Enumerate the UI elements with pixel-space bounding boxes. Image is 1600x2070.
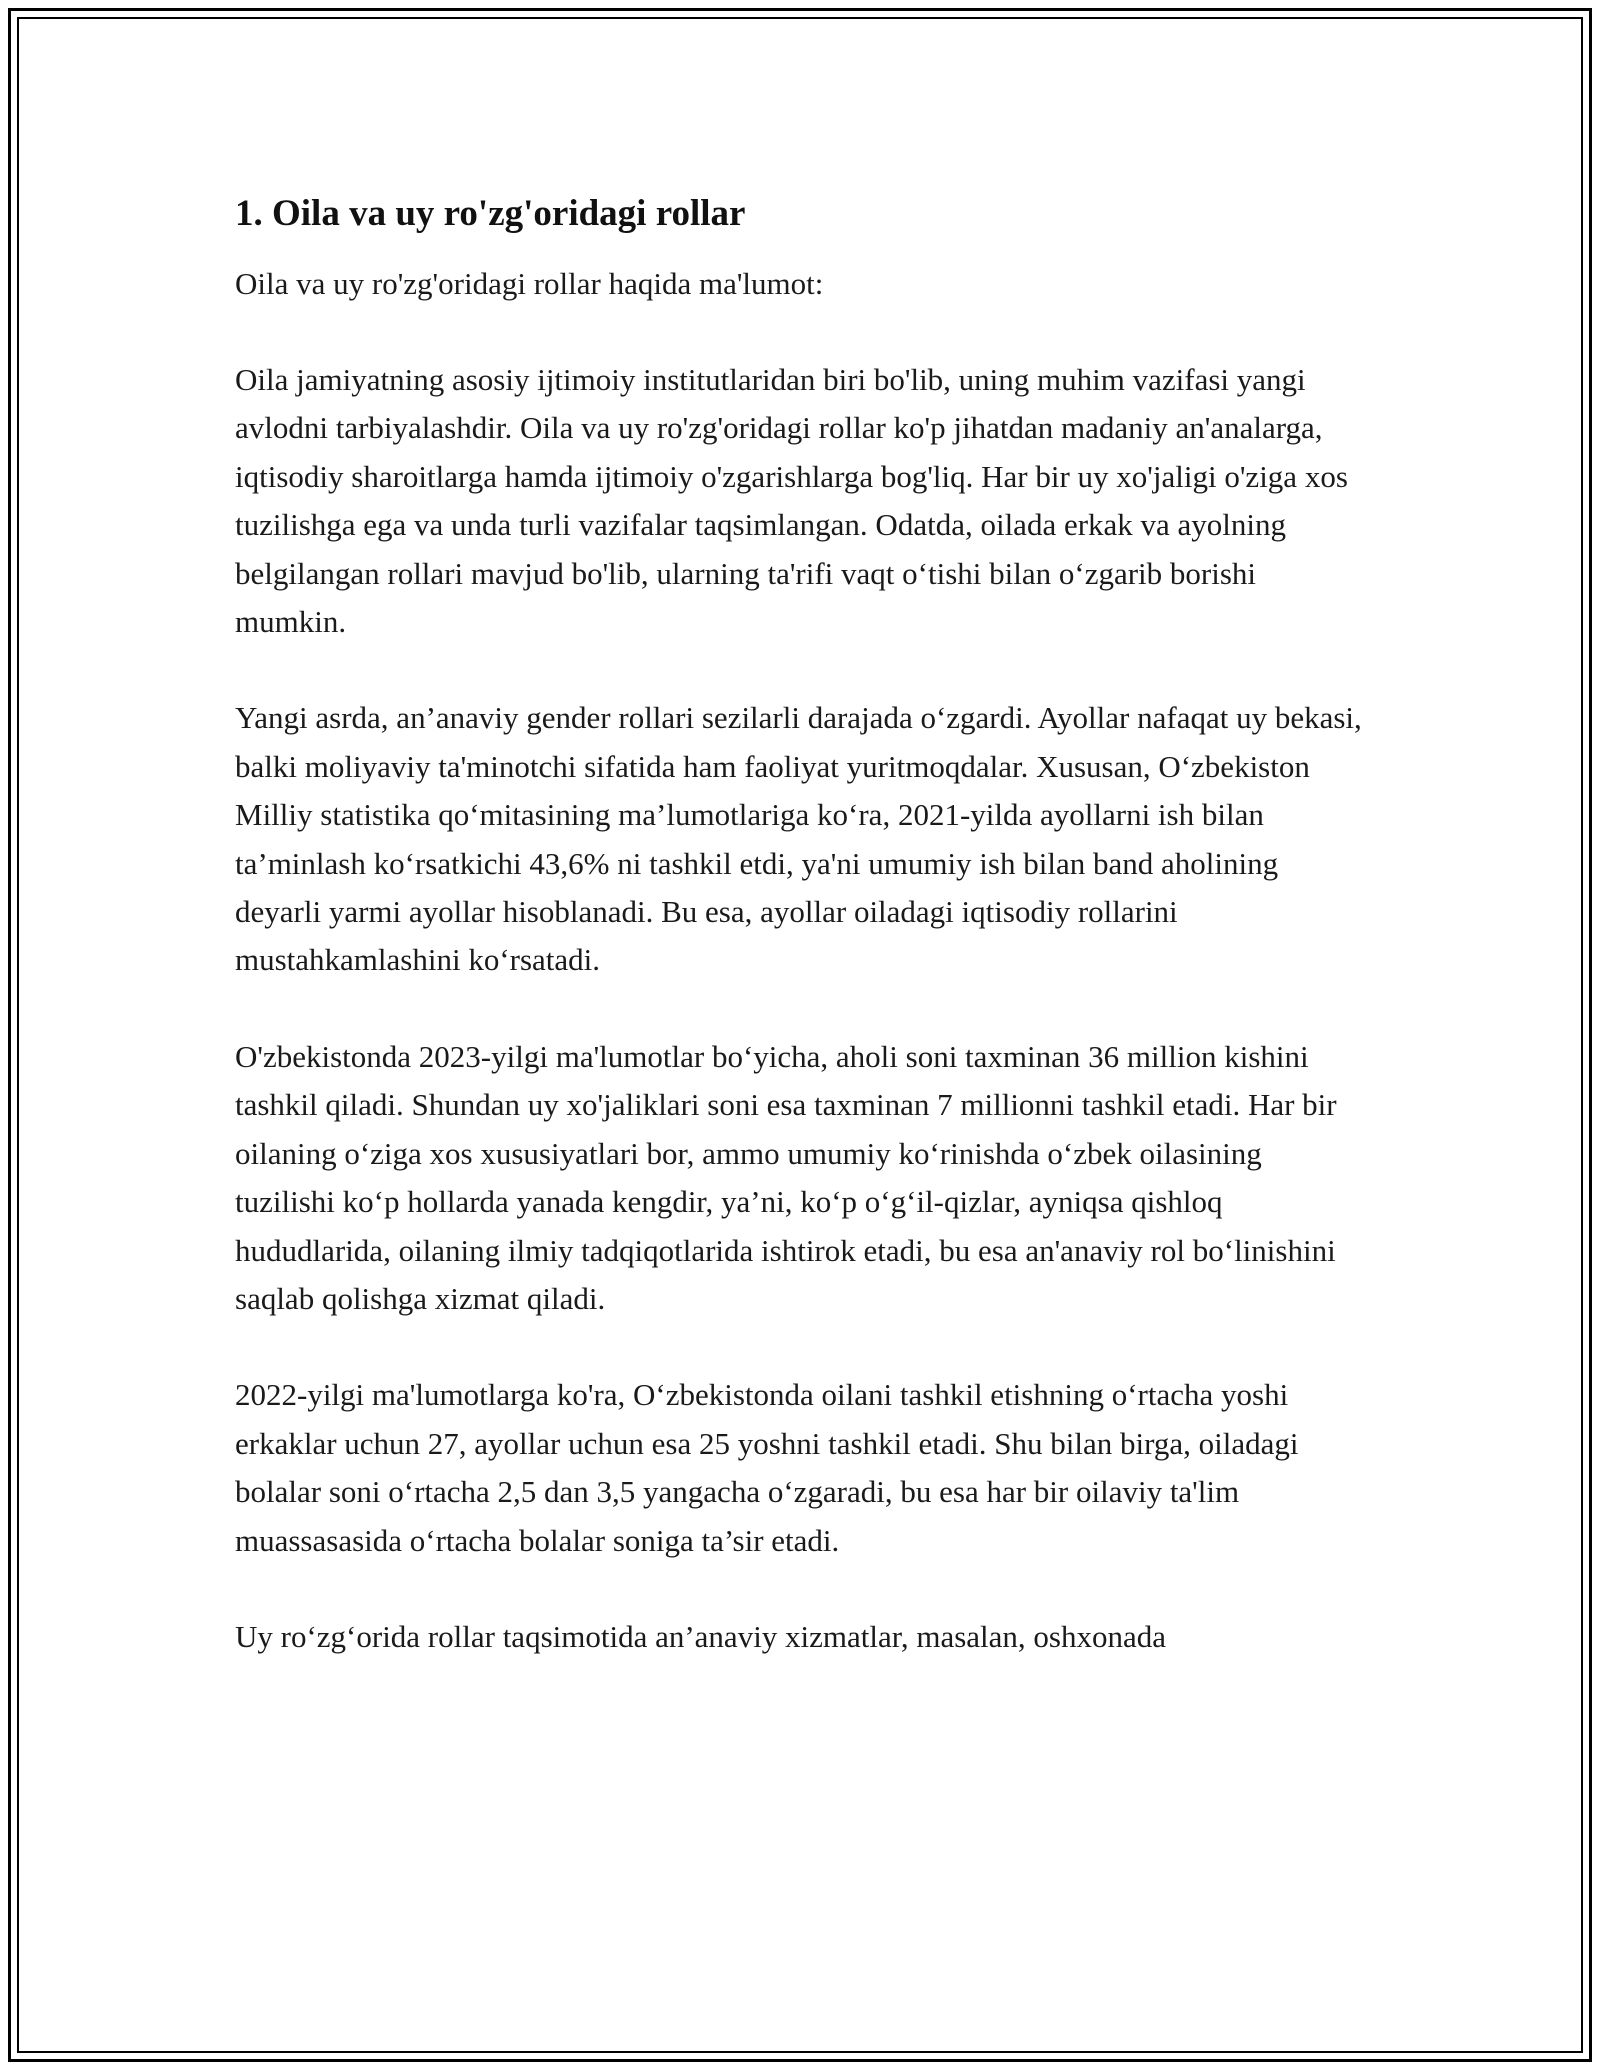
section-heading: 1. Oila va uy ro'zg'oridagi rollar xyxy=(235,193,746,234)
paragraph-3: O'zbekistonda 2023-yilgi ma'lumotlar bo‘yicha, aholi soni taxminan 36 million kishini tashkil qiladi. Shundan uy xo'jaliklari soni esa taxminan 7 millionni tashkil etadi. Har bir oilaning o‘ziga xos xususiyatlari bor, ammo umumiy ko‘rinishda o‘zbek oilasining tuzilishi ko‘p hollarda yanada kengdir, ya’ni, ko‘p o‘g‘il-qizlar, ayniqsa qishloq hududlarida, oilaning ilmiy tadqiqotlarida ishtirok etadi, bu esa an'anaviy rol bo‘linishini saqlab qolishga xizmat qiladi. xyxy=(235,1038,1337,1316)
document-body xyxy=(235,190,1365,1709)
paragraph-1: Oila jamiyatning asosiy ijtimoiy institutlaridan biri bo'lib, uning muhim vazifasi yangi avlodni tarbiyalashdir. Oila va uy ro'zg'oridagi rollar ko'p jihatdan madaniy an'analarga, iqtisodiy sharoitlarga hamda ijtimoiy o'zgarishlarga bog'liq. Har bir uy xo'jaligi o'ziga xos tuzilishga ega va unda turli vazifalar taqsimlangan. Odatda, oilada erkak va ayolning belgilangan rollari mavjud bo'lib, ularning ta'rifi vaqt o‘tishi bilan o‘zgarib borishi mumkin. xyxy=(235,362,1348,640)
intro-text: Oila va uy ro'zg'oridagi rollar haqida ma'lumot: xyxy=(235,266,824,301)
paragraph-2: Yangi asrda, an’anaviy gender rollari sezilarli darajada o‘zgardi. Ayollar nafaqat uy bekasi, balki moliyaviy ta'minotchi sifatida ham faoliyat yuritmoqdalar. Xususan, O‘zbekiston Milliy statistika qo‘mitasining ma’lumotlariga ko‘ra, 2021-yilda ayollarni ish bilan ta’minlash ko‘rsatkichi 43,6% ni tashkil etdi, ya'ni umumiy ish bilan band aholining deyarli yarmi ayollar hisoblanadi. Bu esa, ayollar oiladagi iqtisodiy rollarini mustahkamlashini ko‘rsatadi. xyxy=(235,700,1362,978)
paragraph-4: 2022-yilgi ma'lumotlarga ko'ra, O‘zbekistonda oilani tashkil etishning o‘rtacha yoshi erkaklar uchun 27, ayollar uchun esa 25 yoshni tashkil etadi. Shu bilan birga, oiladagi bolalar soni o‘rtacha 2,5 dan 3,5 yangacha o‘zgaradi, bu esa har bir oilaviy ta'lim muassasasida o‘rtacha bolalar soniga ta’sir etadi. xyxy=(235,1377,1299,1558)
paragraph-5: Uy ro‘zg‘orida rollar taqsimotida an’anaviy xizmatlar, masalan, oshxonada xyxy=(235,1618,1167,1654)
